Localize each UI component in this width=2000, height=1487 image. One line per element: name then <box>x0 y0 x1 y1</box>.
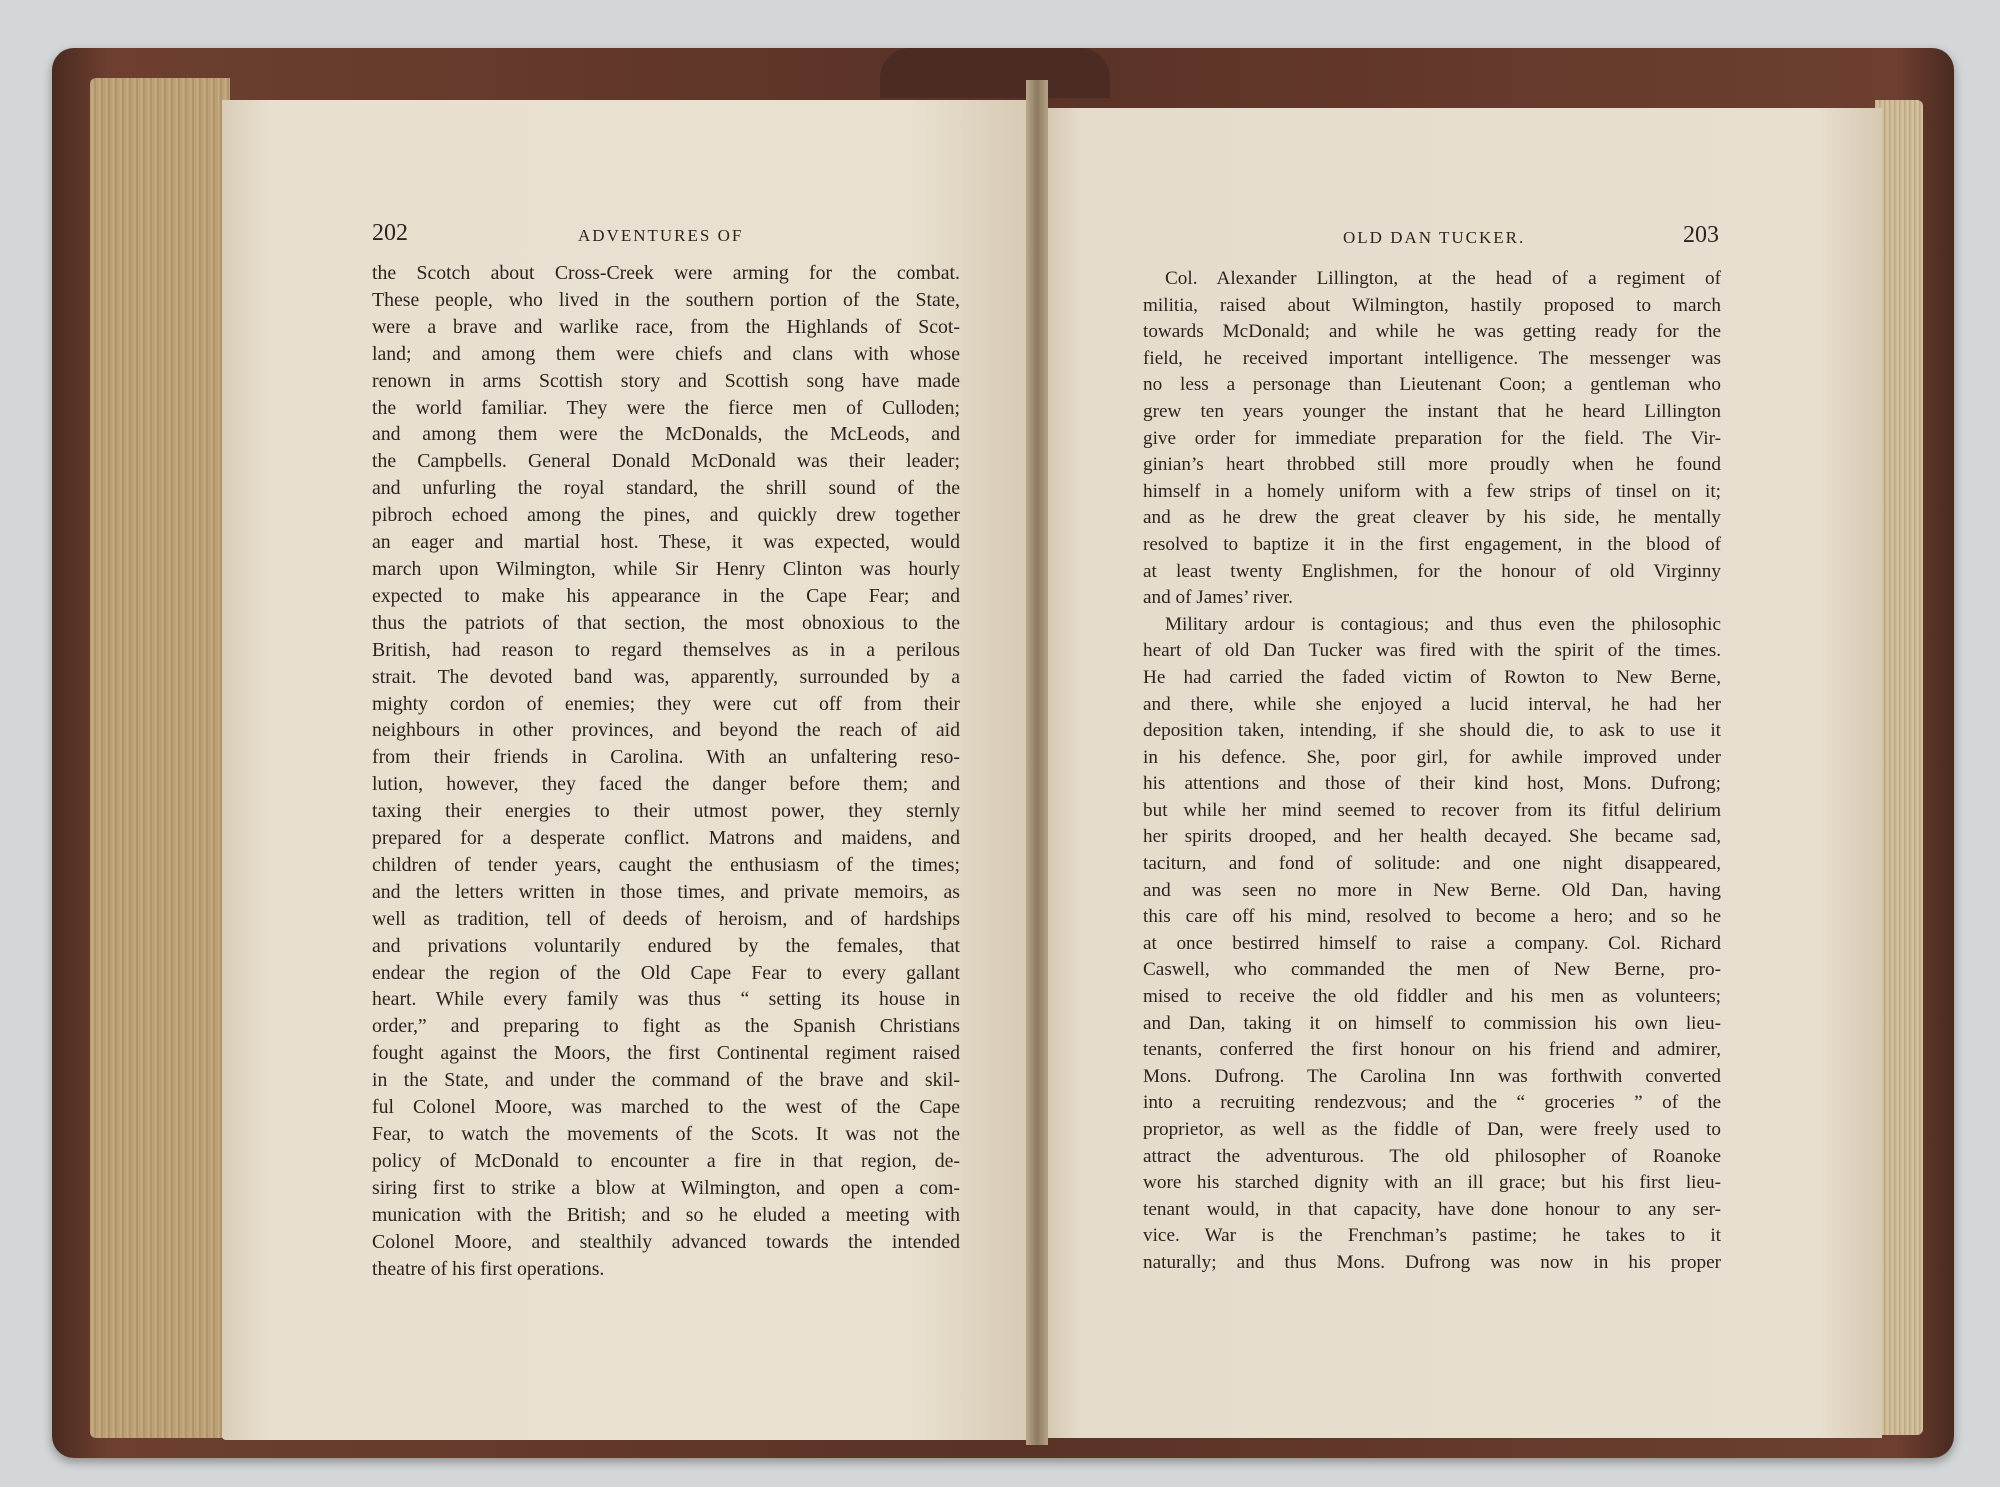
text-line: land; and among them were chiefs and clans with whose <box>372 342 960 365</box>
text-line: Colonel Moore, and stealthily advanced towards the intended <box>372 1230 960 1253</box>
text-line: this care off his mind, resolved to become a hero; and so he <box>1143 906 1721 928</box>
text-line: resolved to baptize it in the first engagement, in the blood of <box>1143 533 1721 555</box>
text-line: expected to make his appearance in the Cape Fear; and <box>372 584 960 607</box>
text-line: and unfurling the royal standard, the shrill sound of the <box>372 477 960 500</box>
text-line: his attentions and those of their kind host, Mons. Dufrong; <box>1143 773 1721 795</box>
text-line: heart of old Dan Tucker was fired with the spirit of the times. <box>1143 640 1721 662</box>
text-line: Mons. Dufrong. The Carolina Inn was forthwith converted <box>1143 1065 1721 1087</box>
text-line: at least twenty Englishmen, for the honour of old Virginny <box>1143 560 1721 582</box>
text-line: no less a personage than Lieutenant Coon; a gentleman who <box>1143 374 1721 396</box>
text-line: He had carried the faded victim of Rowton to New Berne, <box>1143 666 1721 688</box>
text-line: children of tender years, caught the enthusiasm of the times; <box>372 853 960 876</box>
text-line: taxing their energies to their utmost power, they sternly <box>372 800 960 823</box>
text-line: into a recruiting rendezvous; and the “ groceries ” of the <box>1143 1092 1721 1114</box>
text-line: the Scotch about Cross-Creek were arming for the combat. <box>372 262 960 284</box>
text-line: grew ten years younger the instant that he heard Lillington <box>1143 400 1721 422</box>
text-line: from their friends in Carolina. With an unfaltering reso- <box>372 746 960 769</box>
text-line: British, had reason to regard themselves as in a perilous <box>372 638 960 661</box>
text-line: tenants, conferred the first honour on his friend and admirer, <box>1143 1039 1721 1061</box>
text-line: the world familiar. They were the fierce men of Culloden; <box>372 396 960 419</box>
text-line: and among them were the McDonalds, the McLeods, and <box>372 423 960 446</box>
right-page-body <box>1143 266 1721 1277</box>
text-line: ginian’s heart throbbed still more proudly when he found <box>1143 454 1721 476</box>
text-line: vice. War is the Frenchman’s pastime; he takes to it <box>1143 1225 1721 1247</box>
text-line: and the letters written in those times, and private memoirs, as <box>372 880 960 903</box>
text-line: mighty cordon of enemies; they were cut off from their <box>372 692 960 715</box>
text-line: give order for immediate preparation for the field. The Vir- <box>1143 427 1721 449</box>
text-line: an eager and martial host. These, it was expected, would <box>372 531 960 554</box>
text-line: Military ardour is contagious; and thus even the philosophic <box>1165 613 1721 635</box>
text-line: heart. While every family was thus “ setting its house in <box>372 988 960 1011</box>
text-line: were a brave and warlike race, from the Highlands of Scot- <box>372 315 960 338</box>
text-line: and there, while she enjoyed a lucid interval, he had her <box>1143 693 1721 715</box>
text-line: renown in arms Scottish story and Scottish song have made <box>372 369 960 392</box>
text-line: march upon Wilmington, while Sir Henry Clinton was hourly <box>372 557 960 580</box>
text-line: himself in a homely uniform with a few strips of tinsel on it; <box>1143 480 1721 502</box>
text-line: fought against the Moors, the first Continental regiment raised <box>372 1042 960 1065</box>
text-line: naturally; and thus Mons. Dufrong was now in his proper <box>1143 1251 1721 1273</box>
text-line: in the State, and under the command of the brave and skil- <box>372 1069 960 1092</box>
text-line: and was seen no more in New Berne. Old Dan, having <box>1143 879 1721 901</box>
text-line: and Dan, taking it on himself to commission his own lieu- <box>1143 1012 1721 1034</box>
text-line: theatre of his first operations. <box>372 1257 605 1280</box>
text-line: tenant would, in that capacity, have done honour to any ser- <box>1143 1198 1721 1220</box>
text-line: Col. Alexander Lillington, at the head of a regiment of <box>1165 268 1721 289</box>
text-line: in his defence. She, poor girl, for awhile improved under <box>1143 746 1721 768</box>
text-line: These people, who lived in the southern portion of the State, <box>372 288 960 311</box>
text-line: ful Colonel Moore, was marched to the west of the Cape <box>372 1096 960 1119</box>
text-line: Caswell, who commanded the men of New Berne, pro- <box>1143 959 1721 981</box>
text-line: field, he received important intelligence. The messenger was <box>1143 347 1721 369</box>
book-gutter <box>1026 80 1048 1445</box>
text-line: her spirits drooped, and her health decayed. She became sad, <box>1143 826 1721 848</box>
text-line: towards McDonald; and while he was getting ready for the <box>1143 321 1721 343</box>
text-line: endear the region of the Old Cape Fear to every gallant <box>372 961 960 984</box>
text-line: order,” and preparing to fight as the Spanish Christians <box>372 1015 960 1038</box>
text-line: pibroch echoed among the pines, and quickly drew together <box>372 504 960 527</box>
right-running-head: OLD DAN TUCKER. <box>1343 228 1526 247</box>
text-line: policy of McDonald to encounter a fire in that region, de- <box>372 1149 960 1172</box>
text-line: Fear, to watch the movements of the Scots. It was not the <box>372 1123 960 1145</box>
text-line: the Campbells. General Donald McDonald was their leader; <box>372 450 960 473</box>
text-line: neighbours in other provinces, and beyond the reach of aid <box>372 719 960 742</box>
text-line: militia, raised about Wilmington, hastily proposed to march <box>1143 294 1721 316</box>
text-line: deposition taken, intending, if she should die, to ask to use it <box>1143 720 1721 742</box>
text-line: prepared for a desperate conflict. Matrons and maidens, and <box>372 827 960 850</box>
book-spine <box>880 48 1110 98</box>
left-page-body <box>372 260 960 1282</box>
text-line: lution, however, they faced the danger before them; and <box>372 773 960 796</box>
text-line: and of James’ river. <box>1143 587 1293 609</box>
left-running-head: ADVENTURES OF <box>578 226 744 245</box>
left-page-number: 202 <box>372 220 408 246</box>
text-line: wore his starched dignity with an ill grace; but his first lieu- <box>1143 1172 1721 1194</box>
text-line: munication with the British; and so he eluded a meeting with <box>372 1203 960 1226</box>
text-line: strait. The devoted band was, apparently, surrounded by a <box>372 665 960 688</box>
text-line: and privations voluntarily endured by the females, that <box>372 934 960 957</box>
text-line: well as tradition, tell of deeds of heroism, and of hardships <box>372 907 960 930</box>
text-line: taciturn, and fond of solitude: and one night disappeared, <box>1143 853 1721 875</box>
text-line: mised to receive the old fiddler and his men as volunteers; <box>1143 986 1721 1008</box>
text-line: at once bestirred himself to raise a company. Col. Richard <box>1143 932 1721 954</box>
text-line: proprietor, as well as the fiddle of Dan, were freely used to <box>1143 1119 1721 1140</box>
page-edges-right <box>1875 100 1923 1435</box>
text-line: attract the adventurous. The old philosopher of Roanoke <box>1143 1145 1721 1167</box>
text-line: but while her mind seemed to recover from its fitful delirium <box>1143 799 1721 821</box>
page-edges-left <box>90 78 230 1438</box>
text-line: and as he drew the great cleaver by his side, he mentally <box>1143 507 1721 529</box>
right-page-number: 203 <box>1683 222 1719 248</box>
text-line: siring first to strike a blow at Wilmington, and open a com- <box>372 1176 960 1199</box>
text-line: thus the patriots of that section, the most obnoxious to the <box>372 611 960 634</box>
